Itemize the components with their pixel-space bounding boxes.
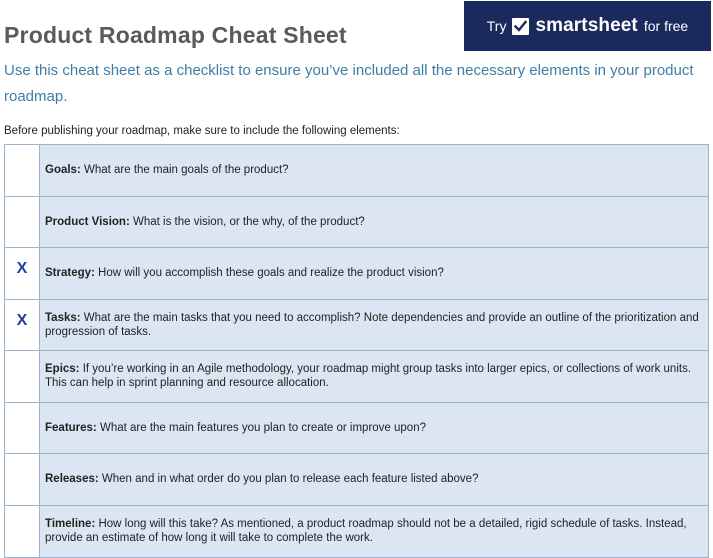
checkbox-cell[interactable]: X (4, 300, 40, 351)
checkbox-cell[interactable] (4, 351, 40, 402)
checkbox-cell[interactable] (4, 197, 40, 248)
banner-brand: smartsheet (535, 15, 638, 36)
checklist-item (40, 197, 709, 248)
item-label: Strategy: (45, 267, 95, 280)
item-text: What are the main features you plan to create or improve upon? (96, 421, 426, 434)
checkbox-cell[interactable] (4, 145, 40, 196)
item-label: Features: (45, 421, 97, 434)
checklist-row-product-vision (4, 197, 709, 249)
intro-text: Before publishing your roadmap, make sure to include the following elements: (4, 125, 400, 137)
checklist-row-features (4, 403, 709, 455)
checklist-item (40, 145, 709, 196)
checklist-row-strategy (4, 248, 709, 300)
page-title: Product Roadmap Cheat Sheet (4, 22, 347, 48)
banner-free-label: for free (643, 18, 689, 34)
item-text: What are the main goals of the product? (80, 164, 289, 177)
item-label: Goals: (45, 164, 81, 177)
checklist-item (40, 351, 709, 402)
checklist-item (40, 248, 709, 299)
checklist-item (40, 454, 709, 505)
checkmark-logo-icon (512, 18, 529, 35)
page-subtitle: Use this cheat sheet as a checklist to ensure you’ve included all the necessary elements in your product roadmap. (4, 62, 694, 105)
checkbox-cell[interactable]: X (4, 248, 40, 299)
checkbox-cell[interactable] (4, 506, 40, 557)
item-text: How will you accomplish these goals and realize the product vision? (94, 267, 444, 280)
checklist-item (40, 300, 709, 351)
item-text: How long will this take? As mentioned, a product roadmap should not be a detailed, rigid schedule of tasks. Instead, provide an estimate of how long it will take to complete the work. (45, 518, 687, 544)
checkbox-cell[interactable] (4, 454, 40, 505)
banner-try-label: Try (486, 18, 507, 34)
item-text: What is the vision, or the why, of the product? (129, 215, 365, 228)
item-label: Timeline: (45, 518, 96, 530)
item-text: If you’re working in an Agile methodology, your roadmap might group tasks into larger epics, or collections of work units. This can help in sprint planning and resource allocation. (45, 363, 692, 390)
checklist-row-releases (4, 454, 709, 506)
checklist-item (40, 506, 709, 557)
item-label: Product Vision: (45, 215, 130, 228)
item-text: When and in what order do you plan to release each feature listed above? (98, 473, 479, 486)
checklist-row-goals (4, 145, 709, 197)
item-text: What are the main tasks that you need to accomplish? Note dependencies and provide an outline of the prioritization and progression of tasks. (45, 311, 699, 338)
checklist-row-epics (4, 351, 709, 403)
item-label: Releases: (45, 473, 99, 486)
item-label: Epics: (45, 363, 80, 376)
checklist-table (4, 144, 709, 558)
checkbox-cell[interactable] (4, 403, 40, 454)
try-smartsheet-banner[interactable] (464, 1, 711, 51)
checklist-item (40, 403, 709, 454)
checklist-row-timeline (4, 506, 709, 558)
checklist-row-tasks (4, 300, 709, 352)
item-label: Tasks: (45, 311, 81, 324)
